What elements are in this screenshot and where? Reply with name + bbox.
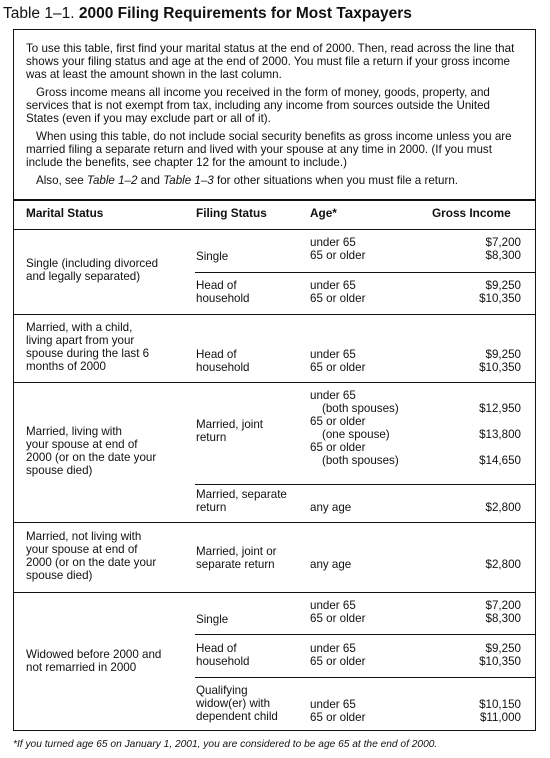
intro-paragraph-2: Gross income means all income you received in the form of money, goods, property, and services that is not exempt from tax, including any income from sources outside the United States (even if you may exclude part or all of it). [26, 86, 490, 125]
table-title [3, 5, 412, 23]
header-top-rule [13, 199, 536, 201]
income-cell: $10,150 $11,000 [479, 698, 521, 724]
income-cell: $9,250 $10,350 [479, 348, 521, 374]
filing-status-married-joint: Married, joint return [196, 418, 264, 444]
group-rule [13, 522, 536, 523]
marital-status-married-living-with-spouse: Married, living with your spouse at end of 2000 (or on the date your spouse died) [26, 425, 157, 477]
income-cell: $7,200 $8,300 [485, 236, 521, 262]
income-cell: $2,800 [485, 501, 521, 514]
header-filing-status: Filing Status [196, 206, 267, 220]
marital-status-married-not-living-with-spouse: Married, not living with your spouse at end of 2000 (or on the date your spouse died) [26, 530, 157, 582]
subrow-rule [195, 634, 536, 635]
age-cell: under 65 65 or older [310, 279, 366, 305]
intro-p4-mid: and [137, 174, 164, 187]
filing-status-head-of-household: Head of household [196, 279, 250, 305]
header-age: Age* [310, 206, 337, 220]
intro-paragraph-4 [26, 174, 526, 187]
age-cell: under 65 65 or older [310, 348, 366, 374]
filing-status-single: Single [196, 613, 229, 626]
filing-status-qualifying-widower: Qualifying widow(er) with dependent child [196, 684, 278, 723]
filing-status-head-of-household: Head of household [196, 348, 250, 374]
subrow-rule [195, 484, 536, 485]
group-rule [13, 592, 536, 593]
marital-status-single: Single (including divorced and legally separated) [26, 257, 159, 283]
intro-paragraph-1: To use this table, first find your marital status at the end of 2000. Then, read across the line that shows your filing status and age at the end of 2000. You must file a return if your gross income was at least the amount shown in the last column. [26, 42, 515, 81]
table-1-2-reference: Table 1–2 [86, 174, 138, 187]
income-cell: $2,800 [485, 558, 521, 571]
intro-p4-pre: Also, see [36, 174, 87, 187]
intro-paragraph-3: When using this table, do not include social security benefits as gross income unless you are married filing a separate return and lived with your spouse at any time in 2000. (If you must include the benefits, see chapter 12 for the amount to include.) [26, 130, 512, 169]
table-1-3-reference: Table 1–3 [163, 174, 214, 187]
table-heading: 2000 Filing Requirements for Most Taxpayers [78, 5, 412, 22]
footnote: *If you turned age 65 on January 1, 2001, you are considered to be age 65 at the end of 2000. [13, 739, 438, 750]
income-cell: $9,250 $10,350 [479, 279, 521, 305]
group-rule [13, 314, 536, 315]
age-cell: under 65 (both spouses) 65 or older (one spouse) 65 or older (both spouses) [310, 389, 399, 467]
age-cell: under 65 65 or older [310, 642, 366, 668]
income-cell: $9,250 $10,350 [479, 642, 521, 668]
income-cell: $12,950 $13,800 $14,650 [479, 402, 521, 467]
header-gross-income: Gross Income [432, 206, 511, 220]
filing-status-married-separate: Married, separate return [196, 488, 287, 514]
header-bottom-rule [13, 229, 536, 230]
intro-p4-post: for other situations when you must file a return. [213, 174, 458, 187]
filing-status-head-of-household: Head of household [196, 642, 250, 668]
age-cell: under 65 65 or older [310, 698, 366, 724]
age-cell: under 65 65 or older [310, 599, 366, 625]
intro-text [26, 42, 526, 192]
group-rule [13, 382, 536, 383]
age-cell: any age [310, 501, 352, 514]
subrow-rule [195, 272, 536, 273]
age-cell: under 65 65 or older [310, 236, 366, 262]
age-cell: any age [310, 558, 352, 571]
marital-status-married-child-apart: Married, with a child, living apart from your spouse during the last 6 months of 2000 [26, 321, 150, 373]
subrow-rule [195, 677, 536, 678]
income-cell: $7,200 $8,300 [485, 599, 521, 625]
header-marital-status: Marital Status [26, 206, 104, 220]
table-number: Table 1–1. [3, 5, 75, 22]
filing-status-single: Single [196, 250, 229, 263]
marital-status-widowed: Widowed before 2000 and not remarried in 2000 [26, 648, 162, 674]
filing-status-married-joint-or-separate: Married, joint or separate return [196, 545, 277, 571]
